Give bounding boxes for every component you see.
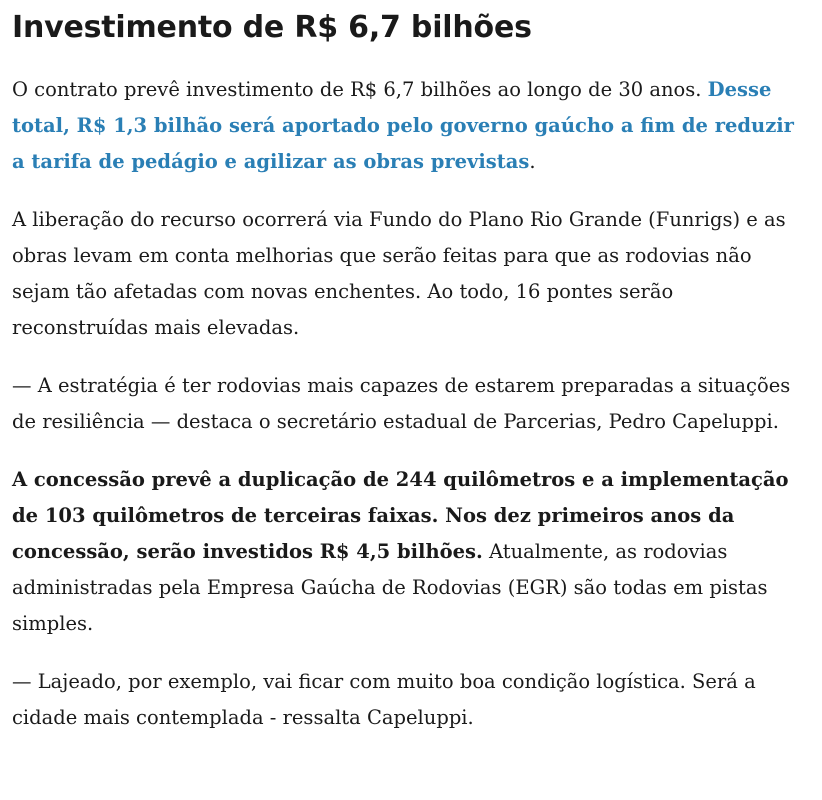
paragraph-2: A liberação do recurso ocorrerá via Fundo do Plano Rio Grande (Funrigs) e as obras levam em conta melhorias que serão feitas para que as rodovias não sejam tão afetadas com novas enchentes. Ao todo, 16 pontes serão reconstruídas mais elevadas. (12, 208, 786, 339)
paragraph-4 (12, 462, 812, 642)
paragraph-4-rest: Atualmente, as rodovias administradas pela Empresa Gaúcha de Rodovias (EGR) são todas em pistas simples. (12, 540, 768, 635)
article-body (12, 0, 812, 758)
paragraph-1-end: . (529, 150, 536, 173)
quote-paragraph-1: — A estratégia é ter rodovias mais capazes de estarem preparadas a situações de resiliência — destaca o secretário estadual de Parcerias, Pedro Capeluppi. (12, 374, 791, 433)
paragraph-1 (12, 72, 812, 180)
quote-paragraph-2: — Lajeado, por exemplo, vai ficar com muito boa condição logística. Será a cidade mais contemplada - ressalta Capeluppi. (12, 670, 756, 729)
section-heading: Investimento de R$ 6,7 bilhões (12, 10, 532, 45)
highlighted-link[interactable]: Desse total, R$ 1,3 bilhão será aportado pelo governo gaúcho a fim de reduzir a tarifa de pedágio e agilizar as obras previstas (12, 78, 794, 173)
paragraph-4-bold: A concessão prevê a duplicação de 244 quilômetros e a implementação de 103 quilômetros de terceiras faixas. Nos dez primeiros anos da concessão, serão investidos R$ 4,5 bilhões. (12, 468, 789, 563)
paragraph-1-text: O contrato prevê investimento de R$ 6,7 bilhões ao longo de 30 anos. (12, 78, 708, 101)
